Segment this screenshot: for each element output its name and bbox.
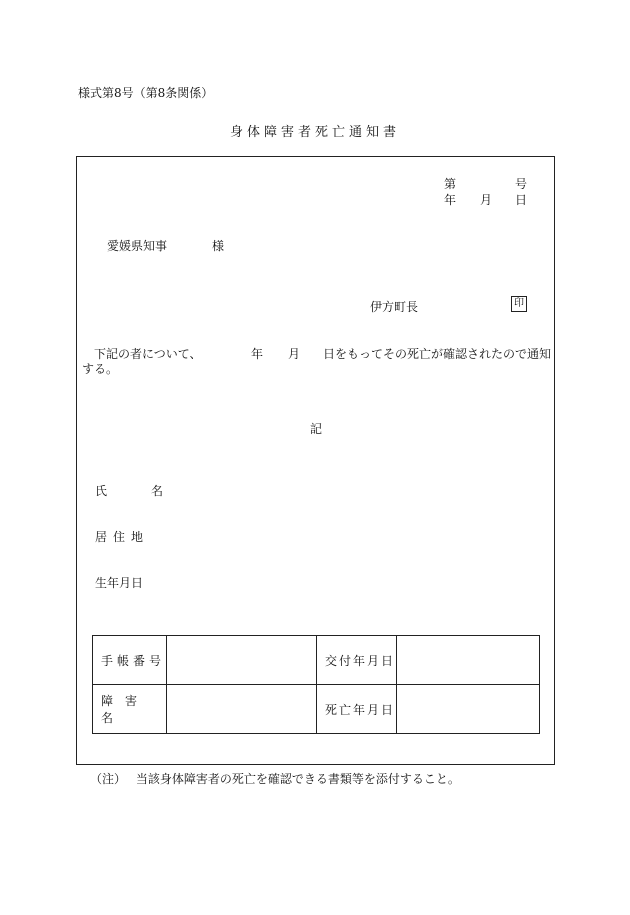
date-day: 日	[515, 193, 528, 207]
date-month: 月	[480, 193, 493, 207]
death-date-value[interactable]	[397, 685, 540, 734]
table-row	[93, 636, 540, 685]
footnote-text: 当該身体障害者の死亡を確認できる書類等を添付すること。	[135, 772, 460, 786]
date-year: 年	[444, 193, 457, 207]
ki-heading: 記	[310, 422, 323, 436]
body-month: 月	[288, 347, 301, 361]
addressee-name: 愛媛県知事	[107, 239, 168, 253]
doc-number-go: 号	[515, 177, 528, 191]
footnote	[90, 770, 460, 787]
field-name-label: 氏 名	[95, 484, 180, 498]
field-birthdate-label: 生年月日	[95, 576, 144, 590]
issue-date-label: 交付年月日	[317, 636, 397, 685]
document-title: 身体障害者死亡通知書	[229, 125, 400, 140]
body-prefix: 下記の者について、	[94, 347, 202, 361]
table-row	[93, 685, 540, 734]
handbook-number-label: 手帳番号	[93, 636, 167, 685]
info-table	[92, 635, 540, 734]
footnote-marker: （注）	[90, 772, 127, 786]
disability-name-value[interactable]	[167, 685, 317, 734]
body-line2: する。	[82, 362, 119, 376]
field-address-label: 居住地	[95, 530, 150, 544]
form-number: 様式第8号（第8条関係）	[78, 86, 214, 100]
disability-name-label: 障害名	[93, 685, 167, 734]
handbook-number-value[interactable]	[167, 636, 317, 685]
body-year: 年	[251, 347, 264, 361]
body-suffix: 日をもってその死亡が確認されたので通知	[323, 347, 552, 361]
sender-name: 伊方町長	[370, 300, 419, 314]
addressee-honorific: 様	[212, 239, 225, 253]
death-date-label: 死亡年月日	[317, 685, 397, 734]
seal-mark: 印	[511, 296, 527, 312]
doc-number-dai: 第	[444, 177, 457, 191]
issue-date-value[interactable]	[397, 636, 540, 685]
